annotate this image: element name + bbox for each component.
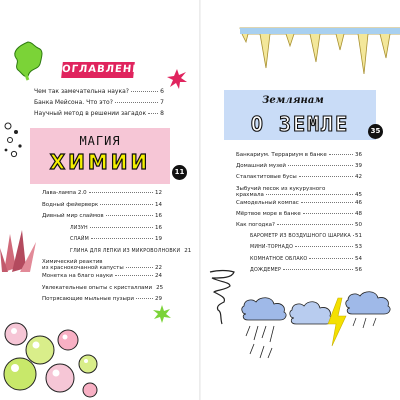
- toc-entry-page: 8: [160, 110, 164, 117]
- toc-entry-page: 6: [160, 88, 164, 95]
- toc-heading: ОГЛАВЛЕНИЕ: [61, 62, 135, 78]
- toc-leader-dots: [299, 176, 353, 177]
- toc-entry[interactable]: [42, 202, 162, 214]
- toc-leader-dots: [136, 298, 153, 299]
- toc-entry-title: БАРОМЕТР ИЗ ВОЗДУШНОГО ШАРИКА: [250, 234, 351, 240]
- toc-entry-title: КОМНАТНОЕ ОБЛАКО: [250, 256, 308, 262]
- toc-entry[interactable]: [42, 296, 162, 308]
- toc-leader-dots: [288, 165, 353, 166]
- toc-entry-title: Банка Мейсона. Что это?: [34, 99, 113, 106]
- toc-entry-page: 25: [156, 284, 164, 291]
- toc-leader-dots: [91, 238, 153, 239]
- toc-leader-dots: [100, 204, 153, 205]
- toc-entry-page: 54: [355, 255, 362, 262]
- toc-entry-page: 21: [184, 247, 192, 254]
- toc-entry-title: ГЛИНА ДЛЯ ЛЕПКИ ИЗ МИКРОВОЛНОВКИ: [70, 248, 181, 254]
- toc-entry[interactable]: [42, 213, 162, 225]
- toc-entry[interactable]: [236, 174, 362, 185]
- toc-entry[interactable]: [42, 225, 162, 237]
- rain-cloud-icon: [340, 290, 396, 330]
- toc-entry-title: ДОЖДЕМЕР: [250, 267, 282, 273]
- toc-entry-title: Чем так замечательна наука?: [34, 88, 129, 95]
- toc-entry-title: Водный фейерверк: [42, 201, 99, 208]
- toc-entry-page: 12: [155, 190, 162, 196]
- chemistry-toc-list: [42, 190, 192, 308]
- toc-leader-dots: [277, 224, 353, 225]
- toc-entry-page: 22: [155, 265, 162, 271]
- toc-entry[interactable]: [34, 99, 164, 110]
- toc-entry-page: 46: [355, 199, 362, 206]
- toc-leader-dots: [106, 215, 153, 216]
- toc-leader-dots: [89, 192, 153, 193]
- toc-leader-dots: [115, 102, 158, 103]
- toc-entry-title: Дивный мир слаймов: [42, 213, 104, 219]
- toc-leader-dots: [283, 269, 353, 270]
- toc-leader-dots: [90, 227, 153, 228]
- toc-leader-dots: [266, 194, 353, 195]
- toc-leader-dots: [115, 275, 153, 276]
- toc-entry-page: 36: [355, 152, 362, 158]
- toc-entry[interactable]: [34, 88, 164, 99]
- toc-leader-dots: [303, 213, 353, 214]
- toc-entry[interactable]: [236, 233, 362, 244]
- toc-leader-dots: [309, 258, 353, 259]
- toc-leader-dots: [295, 246, 353, 247]
- toc-entry-page: 14: [155, 201, 162, 208]
- tornado-icon: [208, 268, 236, 332]
- chemistry-title-top: МАГИЯ: [79, 134, 121, 148]
- slime-drip-icon: [8, 40, 48, 80]
- toc-entry-title: Увлекательные опыты с кристаллами: [42, 284, 153, 291]
- toc-entry-page: 29: [155, 296, 162, 302]
- toc-entry-title: Банкариум. Террариум в банке: [236, 152, 327, 158]
- intro-toc-list: [34, 88, 164, 121]
- toc-entry-page: 7: [160, 99, 164, 106]
- earth-title-top: Землянам: [262, 95, 324, 106]
- toc-entry-title: ЛИЗУН: [70, 225, 88, 231]
- toc-entry-page: 45: [355, 191, 362, 198]
- toc-entry[interactable]: [42, 190, 162, 202]
- toc-entry-title: Лава-лампа 2.0: [42, 190, 87, 196]
- toc-entry-page: 56: [355, 266, 362, 273]
- earth-title-main: О ЗЕМЛЕ: [250, 112, 350, 136]
- toc-entry-page: 51: [355, 233, 362, 240]
- toc-entry[interactable]: [236, 186, 362, 200]
- toc-entry-page: 42: [355, 174, 362, 181]
- toc-entry-title: Научный метод в решении загадок: [34, 110, 147, 117]
- toc-entry-page: 24: [155, 273, 162, 279]
- chemistry-page-badge: 11: [172, 165, 187, 180]
- toc-entry[interactable]: [42, 247, 192, 260]
- toc-entry-title: СЛАЙМ: [70, 237, 89, 242]
- bubbles-icon: [2, 120, 28, 160]
- toc-entry-page: 16: [155, 213, 162, 219]
- toc-entry[interactable]: [236, 200, 362, 211]
- toc-entry[interactable]: [236, 211, 362, 222]
- toc-entry[interactable]: [236, 256, 362, 267]
- toc-entry-title: Домашний музей: [236, 163, 286, 170]
- toc-leader-dots: [148, 113, 158, 114]
- toc-entry-title: Монетка на благо науки: [42, 273, 113, 279]
- toc-entry[interactable]: [42, 236, 162, 248]
- toc-entry[interactable]: [42, 285, 162, 297]
- toc-entry[interactable]: [236, 267, 362, 278]
- toc-leader-dots: [329, 154, 353, 155]
- toc-entry[interactable]: [236, 152, 362, 163]
- chemistry-title-main: ХИМИИ: [49, 150, 151, 174]
- book-gutter: [199, 0, 201, 400]
- toc-entry-page: 39: [355, 163, 362, 170]
- toc-entry-title-continued: из краснокочанной капусты: [42, 265, 124, 271]
- toc-entry-title: Мёртвое море в банке: [236, 210, 301, 217]
- toc-entry-title: Как погодка?: [236, 221, 275, 228]
- bubbles-icon: [0, 318, 100, 400]
- toc-entry[interactable]: [42, 273, 162, 285]
- toc-entry-page: 53: [355, 244, 362, 251]
- stalactites-icon: [240, 28, 400, 88]
- toc-entry-page: 16: [155, 224, 162, 231]
- toc-entry-page: 50: [355, 221, 362, 228]
- toc-entry[interactable]: [236, 222, 362, 233]
- toc-entry-title: Химический реактив: [42, 259, 103, 265]
- earth-page-badge: 35: [368, 124, 383, 139]
- toc-entry-title: Зыбучий песок из кукурузного: [236, 185, 326, 192]
- splash-icon: [166, 68, 188, 90]
- toc-entry-title-continued: крахмала: [236, 191, 264, 198]
- toc-entry[interactable]: [42, 259, 162, 273]
- toc-leader-dots: [301, 202, 353, 203]
- toc-leader-dots: [131, 91, 158, 92]
- toc-entry-page: 48: [355, 210, 362, 217]
- toc-entry-title: Самодельный компас: [236, 199, 299, 206]
- toc-entry[interactable]: [236, 163, 362, 174]
- toc-entry-title: Потрясающие мыльные пузыри: [42, 296, 134, 302]
- toc-entry-title: Сталактитовые бусы: [236, 174, 297, 181]
- toc-leader-dots: [126, 267, 153, 268]
- toc-entry-page: 19: [155, 236, 162, 242]
- toc-entry-title: МИНИ-ТОРНАДО: [250, 245, 294, 251]
- toc-entry[interactable]: [236, 244, 362, 255]
- crystals-icon: [0, 228, 42, 274]
- toc-entry[interactable]: [34, 110, 164, 121]
- earth-toc-list: [236, 152, 362, 278]
